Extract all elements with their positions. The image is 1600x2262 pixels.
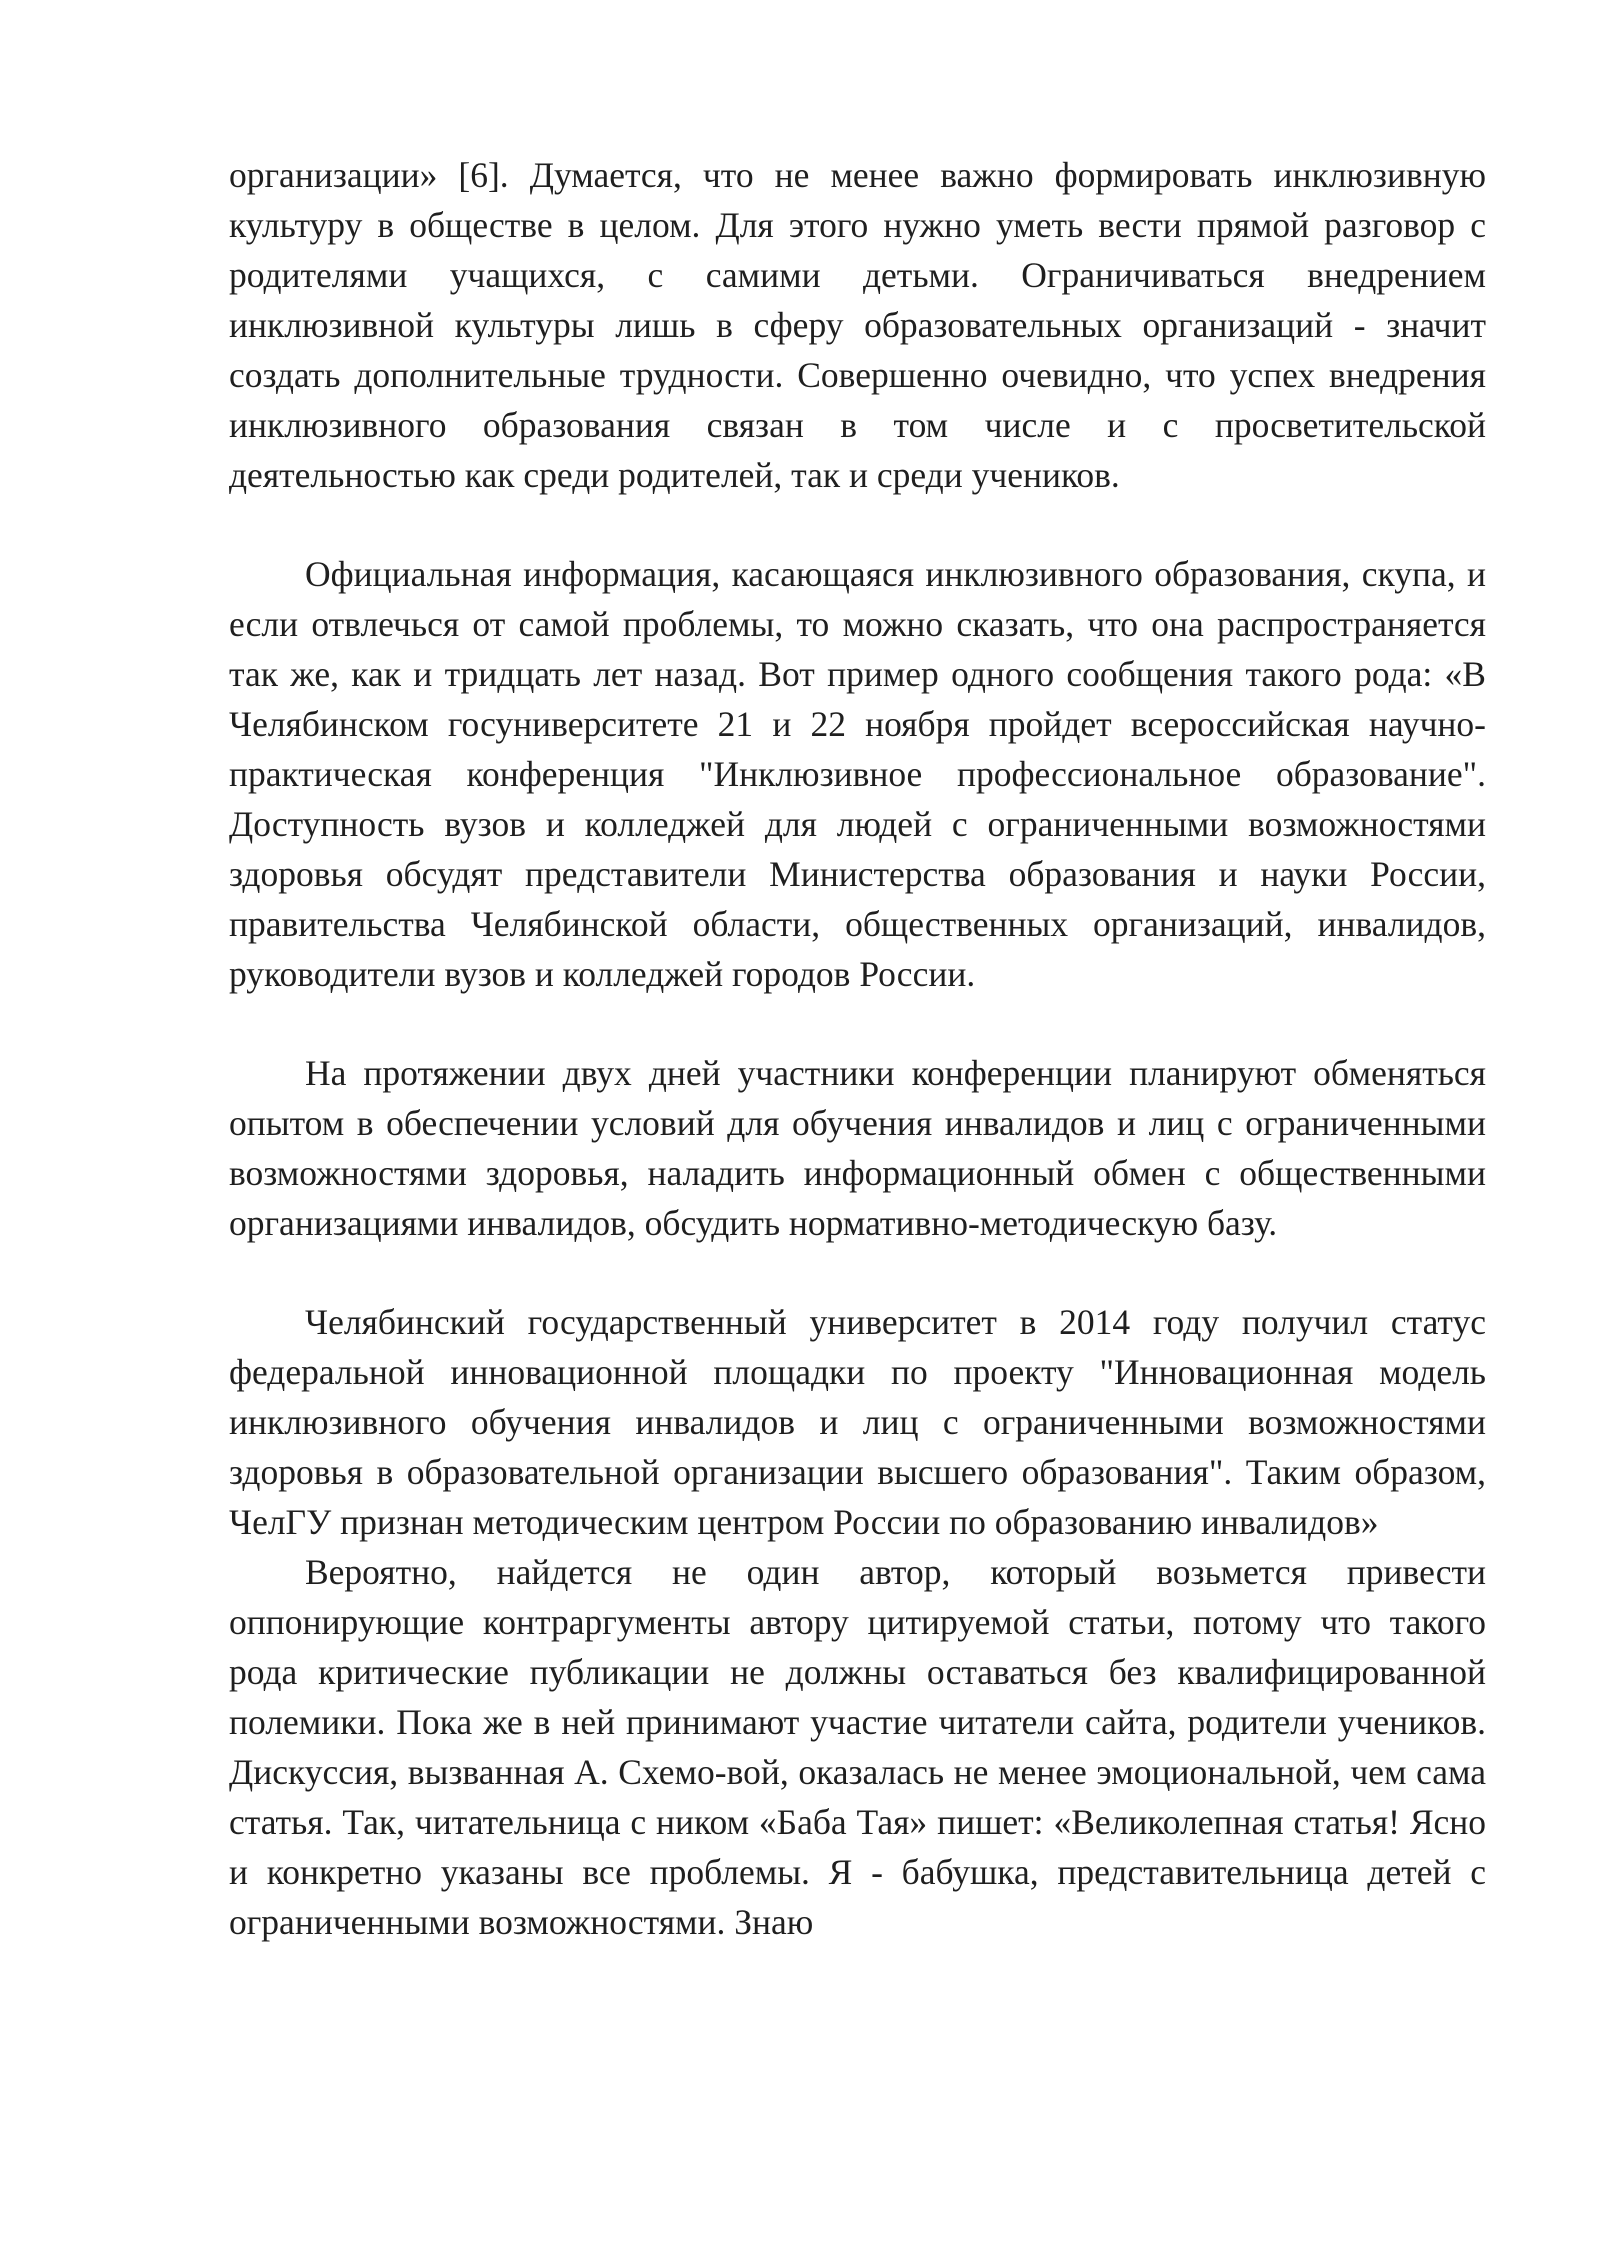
paragraph-conference-days: На протяжении двух дней участники конференции планируют обменяться опытом в обеспечении условий для обучения инвалидов и лиц с ограниченными возможностями здоровья, наладить информационный обмен с общественными организациями инвалидов, обсудить нормативно-методическую базу.: [229, 1053, 1486, 1243]
paragraph-official-information: Официальная информация, касающаяся инклюзивного образования, скупа, и если отвлечься от самой проблемы, то можно сказать, что она распространяется так же, как и тридцать лет назад. Вот пример одного сообщения такого рода: «В Челябинском госуниверситете 21 и 22 ноября пройдет всероссийская научно-практическая конференция "Инклюзивное профессиональное образование". Доступность вузов и колледжей для людей с ограниченными возможностями здоровья обсудят представители Министерства образования и науки России, правительства Челябинской области, общественных организаций, инвалидов, руководители вузов и колледжей городов России.: [229, 554, 1486, 994]
paragraph-discussion: Вероятно, найдется не один автор, который возьмется привести оппонирующие контраргументы автору цитируемой статьи, потому что такого рода критические публикации не должны оставаться без квалифицированной полемики. Пока же в ней принимают участие читатели сайта, родители учеников. Дискуссия, вызванная А. Схемо-вой, оказалась не менее эмоциональной, чем сама статья. Так, читательница с ником «Баба Тая» пишет: «Великолепная статья! Ясно и конкретно указаны все проблемы. Я - бабушка, представительница детей с ограниченными возможностями. Знаю: [229, 1552, 1486, 1942]
paragraph-continuation: организации» [6]. Думается, что не менее важно формировать инклюзивную культуру в обществе в целом. Для этого нужно уметь вести прямой разговор с родителями учащихся, с самими детьми. Ограничиваться внедрением инклюзивной культуры лишь в сферу образовательных организаций - значит создать дополнительные трудности. Совершенно очевидно, что успех внедрения инклюзивного образования связан в том числе и с просветительской деятельностью как среди родителей, так и среди учеников.: [229, 155, 1486, 495]
document-body: [229, 150, 1486, 1947]
paragraph-chelsu-status: Челябинский государственный университет в 2014 году получил статус федеральной инновационной площадки по проекту "Инновационная модель инклюзивного обучения инвалидов и лиц с ограниченными возможностями здоровья в образовательной организации высшего образования". Таким образом, ЧелГУ признан методическим центром России по образованию инвалидов»: [229, 1302, 1486, 1542]
